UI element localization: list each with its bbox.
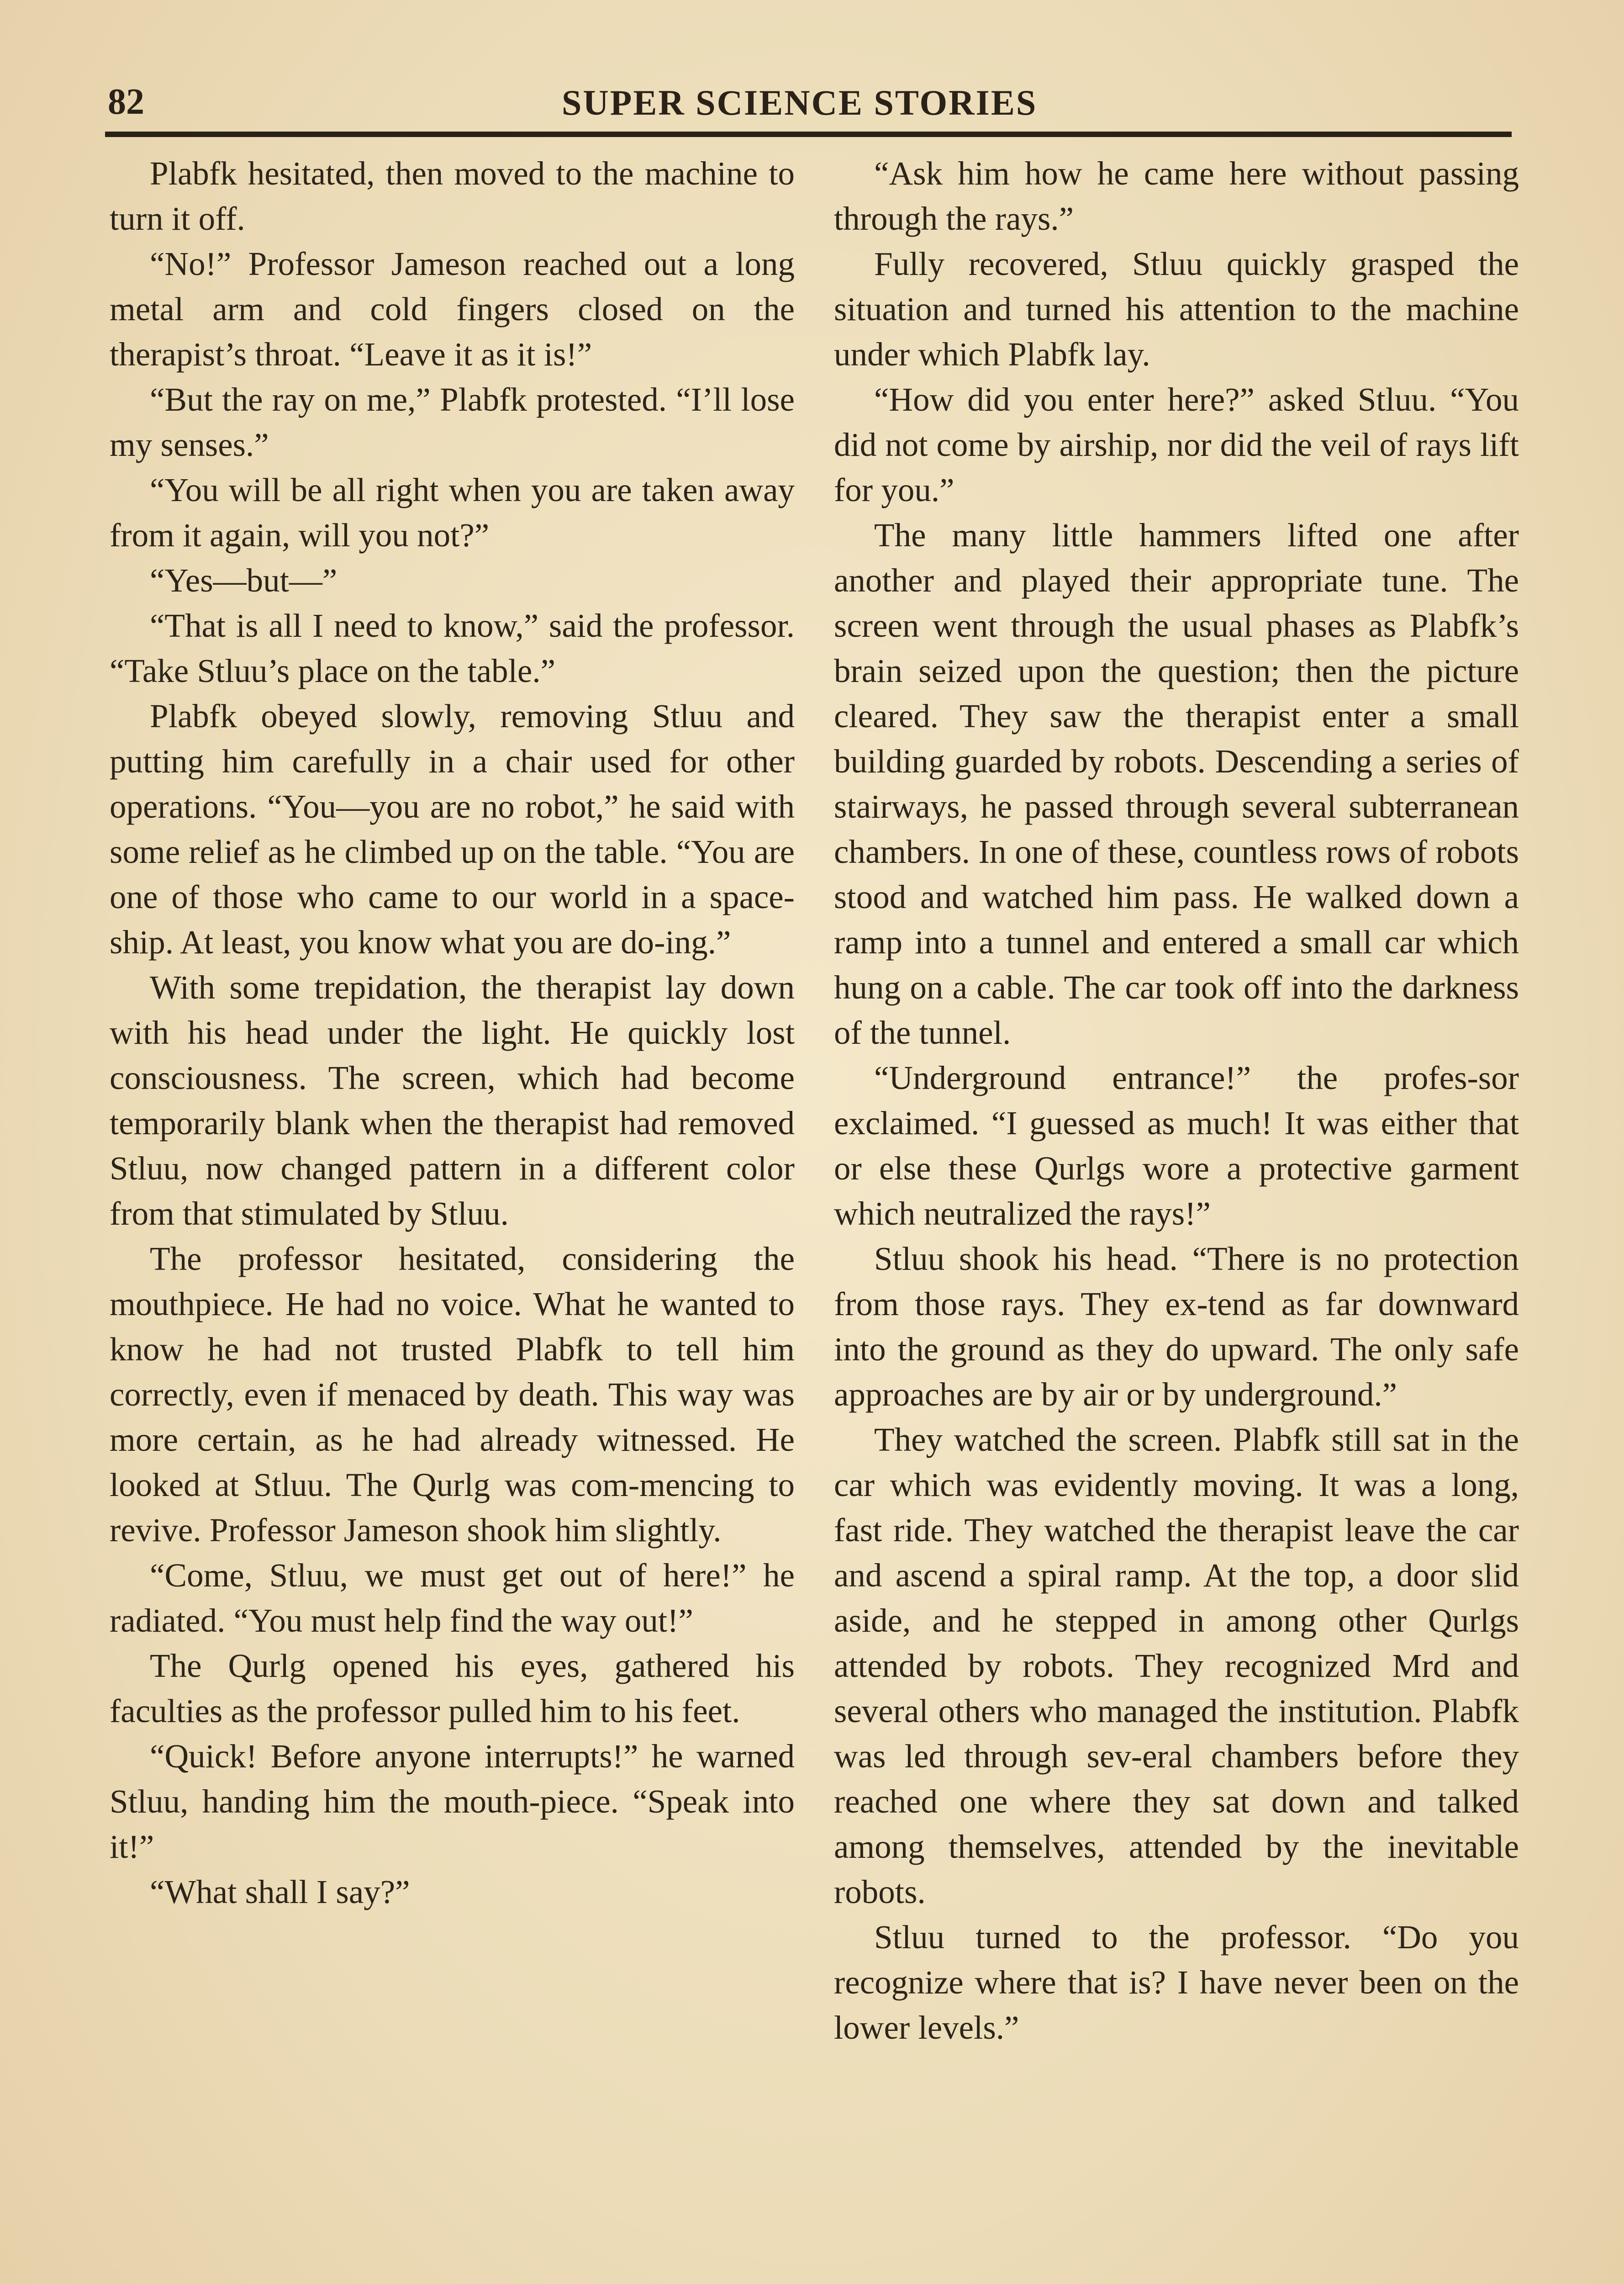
paragraph: The many little hammers lifted one after another and played their appropriate tune. The screen went through the usual phases as Plabfk’s brain seized upon the question; then the picture cleared. They saw the therapist enter a small building guarded by robots. Descending a series of stairways, he passed through several subterranean chambers. In one of these, countless rows of robots stood and watched him pass. He walked down a ramp into a tunnel and entered a small car which hung on a cable. The car took off into the darkness of the tunnel.	[834, 517, 1519, 1051]
paragraph: “How did you enter here?” asked Stluu. “You did not come by airship, nor did the veil of rays lift for you.”	[834, 381, 1519, 508]
paragraph: “But the ray on me,” Plabfk protested. “I’ll lose my senses.”	[110, 381, 795, 463]
right-column	[834, 151, 1519, 2284]
paragraph: “Underground entrance!” the profes-sor exclaimed. “I guessed as much! It was either that or else these Qurlgs wore a protective garment which neutralized the rays!”	[834, 1059, 1519, 1232]
running-head-title: SUPER SCIENCE STORIES	[562, 83, 1038, 122]
paragraph: “Come, Stluu, we must get out of here!” he radiated. “You must help find the way out!”	[110, 1557, 795, 1639]
paragraph: The Qurlg opened his eyes, gathered his faculties as the professor pulled him to his feet.	[110, 1647, 795, 1729]
paragraph: Plabfk hesitated, then moved to the machine to turn it off.	[110, 155, 795, 237]
paragraph: With some trepidation, the therapist lay down with his head under the light. He quickly lost consciousness. The screen, which had become temporarily blank when the therapist had removed Stluu, now changed pattern in a different color from that stimulated by Stluu.	[110, 969, 795, 1232]
header-rule	[105, 132, 1512, 137]
paragraph: They watched the screen. Plabfk still sat in the car which was evidently moving. It was a long, fast ride. They watched the therapist leave the car and ascend a spiral ramp. At the top, a door slid aside, and he stepped in among other Qurlgs attended by robots. They recognized Mrd and several others who managed the institution. Plabfk was led through sev-eral chambers before they reached one where they sat down and talked among themselves, attended by the inevitable robots.	[834, 1421, 1519, 1910]
paragraph: “Ask him how he came here without passing through the rays.”	[834, 155, 1519, 237]
paragraph: Fully recovered, Stluu quickly grasped the situation and turned his attention to the machine under which Plabfk lay.	[834, 245, 1519, 373]
paragraph: Plabfk obeyed slowly, removing Stluu and putting him carefully in a chair used for other operations. “You—you are no robot,” he said with some relief as he climbed up on the table. “You are one of those who came to our world in a space-ship. At least, you know what you are do-ing.”	[110, 698, 795, 961]
paragraph: The professor hesitated, considering the mouthpiece. He had no voice. What he wanted to know he had not trusted Plabfk to tell him correctly, even if menaced by death. This way was more certain, as he had already witnessed. He looked at Stluu. The Qurlg was com-mencing to revive. Professor Jameson shook him slightly.	[110, 1240, 795, 1549]
paragraph: “You will be all right when you are taken away from it again, will you not?”	[110, 471, 795, 554]
paragraph: “No!” Professor Jameson reached out a long metal arm and cold fingers closed on the therapist’s throat. “Leave it as it is!”	[110, 245, 795, 373]
paragraph: “What shall I say?”	[150, 1873, 410, 1910]
paragraph: Stluu turned to the professor. “Do you recognize where that is? I have never been on the lower levels.”	[834, 1919, 1519, 2046]
paragraph: “Yes—but—”	[150, 562, 337, 599]
paragraph: Stluu shook his head. “There is no protection from those rays. They ex-tend as far downward into the ground as they do upward. The only safe approaches are by air or by underground.”	[834, 1240, 1519, 1413]
paragraph: “That is all I need to know,” said the professor. “Take Stluu’s place on the table.”	[110, 607, 795, 689]
left-column	[110, 151, 795, 2284]
paragraph: “Quick! Before anyone interrupts!” he warned Stluu, handing him the mouth-piece. “Speak into it!”	[110, 1738, 795, 1865]
page-number: 82	[108, 82, 144, 122]
